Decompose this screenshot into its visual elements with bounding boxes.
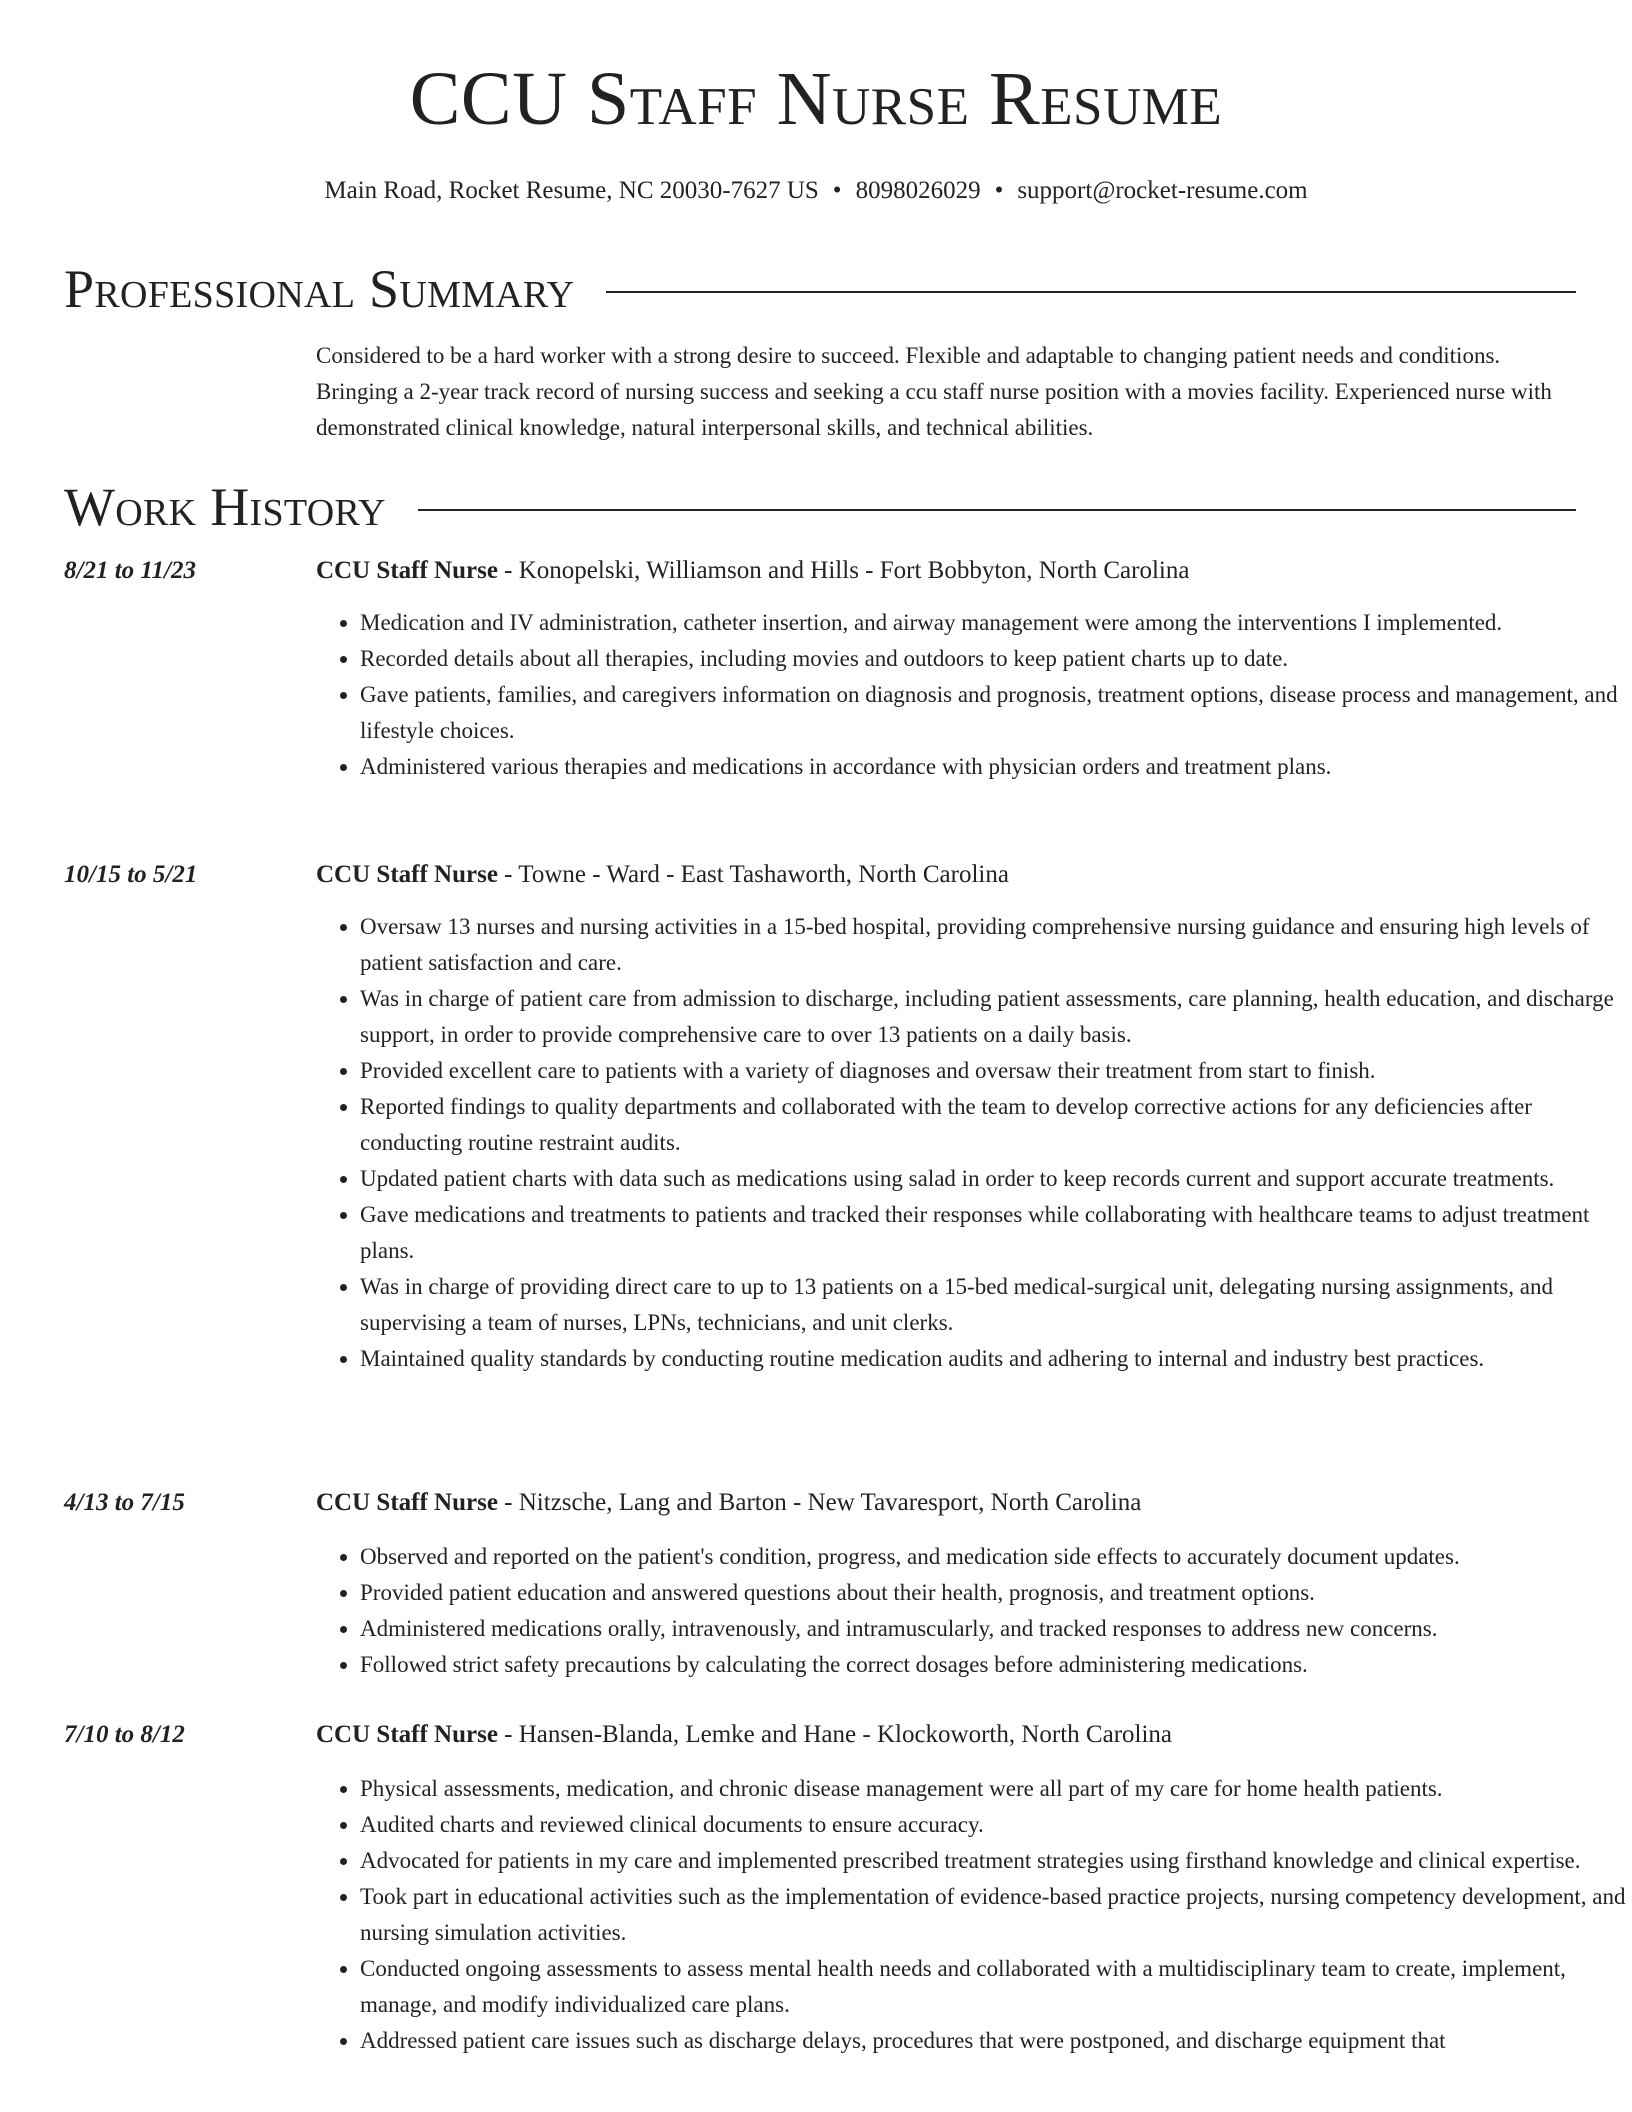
email-text: support@rocket-resume.com [1017, 177, 1308, 204]
resume-title: CCU Staff Nurse Resume [409, 57, 1223, 141]
job-bullet: • Physical assessments, medication, and chronic disease management were all part of my care for home health patients. [360, 1771, 1628, 1807]
job-bullet: • Recorded details about all therapies, including movies and outdoors to keep patient charts up to date. [360, 641, 1628, 677]
section-title-summary: Professional Summary [64, 259, 575, 319]
job-bullet: • Followed strict safety precautions by calculating the correct dosages before administering medications. [360, 1647, 1628, 1683]
job-bullet: • Oversaw 13 nurses and nursing activities in a 15-bed hospital, providing comprehensive nursing guidance and ensuring high levels of patient satisfaction and care. [360, 909, 1628, 981]
job-bullets [316, 1539, 1628, 1683]
job-bullet: • Maintained quality standards by conducting routine medication audits and adhering to internal and industry best practices. [360, 1341, 1628, 1377]
job-headline [316, 857, 1009, 893]
job-bullet: • Medication and IV administration, catheter insertion, and airway management were among the interventions I implemented. [360, 605, 1628, 641]
separator-dot: • [994, 177, 1004, 204]
job-dates: 7/10 to 8/12 [64, 1721, 185, 1748]
job-dates: 4/13 to 7/15 [64, 1489, 185, 1516]
job-bullet: • Conducted ongoing assessments to assess mental health needs and collaborated with a multidisciplinary team to create, implement, manage, and modify individualized care plans. [360, 1951, 1628, 2023]
contact-line [0, 175, 1632, 208]
summary-paragraph: Considered to be a hard worker with a strong desire to succeed. Flexible and adaptable to changing patient needs and conditions. Bringing a 2-year track record of nursing success and seeking a ccu staff nurse position with a movies facility. Experienced nurse with demonstrated clinical knowledge, natural interpersonal skills, and technical abilities. [316, 343, 1552, 440]
job-bullet: • Gave patients, families, and caregivers information on diagnosis and prognosis, treatment options, disease process and management, and lifestyle choices. [360, 677, 1628, 749]
job-bullet: • Gave medications and treatments to patients and tracked their responses while collaborating with healthcare teams to adjust treatment plans. [360, 1197, 1628, 1269]
job-role: CCU Staff Nurse [316, 1489, 498, 1516]
job-bullet: • Administered various therapies and medications in accordance with physician orders and treatment plans. [360, 749, 1628, 785]
job-bullet: • Advocated for patients in my care and implemented prescribed treatment strategies using firsthand knowledge and clinical expertise. [360, 1843, 1628, 1879]
job-bullet: • Provided excellent care to patients with a variety of diagnoses and oversaw their treatment from start to finish. [360, 1053, 1628, 1089]
job-employer-location: - Konopelski, Williamson and Hills - Fort Bobbyton, North Carolina [497, 557, 1190, 584]
address-text: Main Road, Rocket Resume, NC 20030-7627 US [324, 177, 819, 204]
job-bullet: • Took part in educational activities such as the implementation of evidence-based practice projects, nursing competency development, and nursing simulation activities. [360, 1879, 1628, 1951]
job-bullet: • Updated patient charts with data such as medications using salad in order to keep records current and support accurate treatments. [360, 1161, 1628, 1197]
job-bullet: • Observed and reported on the patient's condition, progress, and medication side effects to accurately document updates. [360, 1539, 1628, 1575]
separator-dot: • [832, 177, 842, 204]
section-header-work-history [64, 477, 1576, 537]
job-role: CCU Staff Nurse [316, 1721, 498, 1748]
job-headline [316, 1485, 1141, 1521]
section-header-summary [64, 259, 1576, 319]
job-employer-location: - Towne - Ward - East Tashaworth, North Carolina [497, 861, 1009, 888]
job-bullets [316, 605, 1628, 785]
job-bullet: • Administered medications orally, intravenously, and intramuscularly, and tracked responses to address new concerns. [360, 1611, 1628, 1647]
phone-text: 8098026029 [855, 177, 981, 204]
job-bullet: • Reported findings to quality departments and collaborated with the team to develop corrective actions for any deficiencies after conducting routine restraint audits. [360, 1089, 1628, 1161]
job-headline [316, 553, 1189, 589]
job-bullet: • Was in charge of patient care from admission to discharge, including patient assessments, care planning, health education, and discharge support, in order to provide comprehensive care to over 13 patients on a daily basis. [360, 981, 1628, 1053]
job-bullet: • Provided patient education and answered questions about their health, prognosis, and treatment options. [360, 1575, 1628, 1611]
job-dates: 8/21 to 11/23 [64, 557, 196, 584]
job-headline [316, 1717, 1172, 1753]
job-employer-location: - Nitzsche, Lang and Barton - New Tavaresport, North Carolina [497, 1489, 1142, 1516]
job-bullets [316, 909, 1628, 1377]
job-role: CCU Staff Nurse [316, 557, 498, 584]
section-divider [606, 291, 1576, 293]
job-bullet: • Audited charts and reviewed clinical documents to ensure accuracy. [360, 1807, 1628, 1843]
section-title-work-history: Work History [64, 477, 386, 537]
section-divider [418, 509, 1576, 511]
job-role: CCU Staff Nurse [316, 861, 498, 888]
job-bullets [316, 1771, 1628, 2059]
job-bullet: • Was in charge of providing direct care to up to 13 patients on a 15-bed medical-surgical unit, delegating nursing assignments, and supervising a team of nurses, LPNs, technicians, and unit clerks. [360, 1269, 1628, 1341]
job-dates: 10/15 to 5/21 [64, 861, 198, 888]
job-bullet: • Addressed patient care issues such as discharge delays, procedures that were postponed, and discharge equipment that [360, 2023, 1628, 2059]
job-employer-location: - Hansen-Blanda, Lemke and Hane - Klockoworth, North Carolina [497, 1721, 1173, 1748]
